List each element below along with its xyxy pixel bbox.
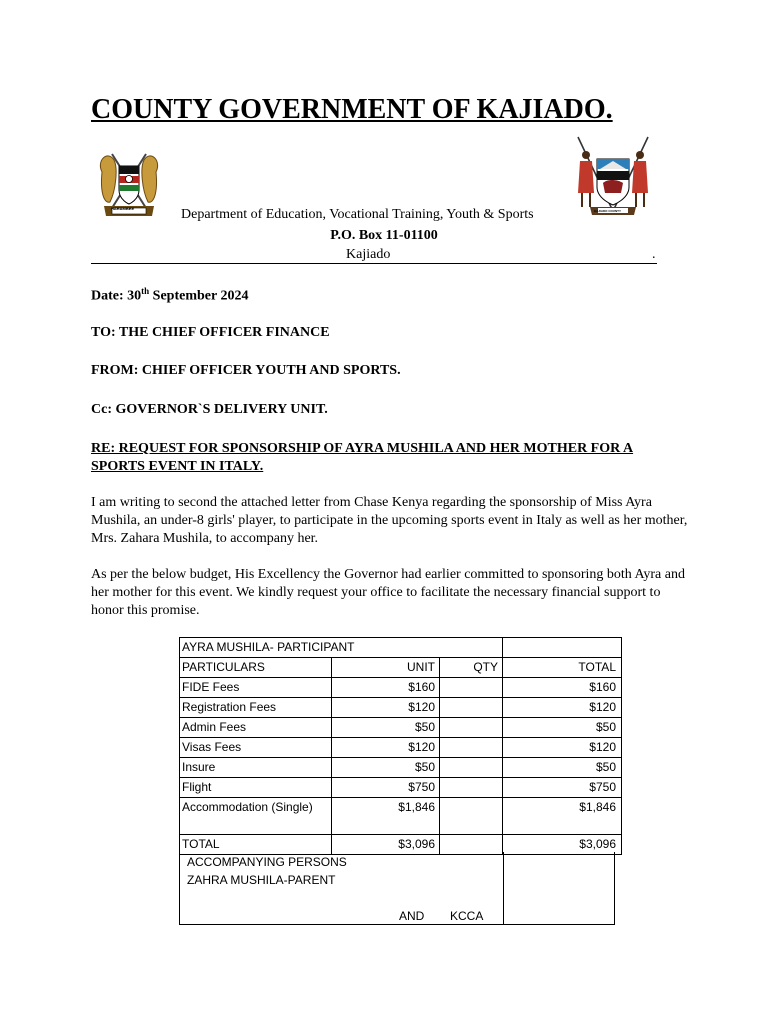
total-label: TOTAL [180, 835, 332, 855]
row-item: Accommodation (Single) [180, 798, 332, 835]
header-rule [91, 263, 657, 264]
row-qty [440, 718, 503, 738]
kajiado-county-emblem-icon [572, 133, 654, 219]
header-total: TOTAL [503, 658, 622, 678]
row-unit: $120 [332, 698, 440, 718]
total-unit: $3,096 [332, 835, 440, 855]
table-row [180, 738, 622, 758]
body-paragraph-1: I am writing to second the attached letter from Chase Kenya regarding the sponsorship of Miss Ayra Mushila, an under-8 girls' player, to participate in the upcoming sports event in Italy as well as her mother, Mrs. Zahara Mushila, to accompany her. [91, 495, 688, 546]
date-prefix: Date: 30 [91, 288, 142, 304]
city-trailing-dot: . [652, 247, 656, 262]
county-title: COUNTY GOVERNMENT OF KAJIADO. [91, 94, 613, 125]
left-emblem-motto: HARAMBEE [111, 206, 135, 211]
table-row [180, 718, 622, 738]
table-row [180, 678, 622, 698]
row-item: Admin Fees [180, 718, 332, 738]
row-qty [440, 678, 503, 698]
memo-date [91, 286, 248, 305]
row-total: $50 [503, 758, 622, 778]
table-row [180, 778, 622, 798]
total-amount: $3,096 [503, 835, 622, 855]
date-ordinal: th [141, 286, 150, 296]
footer-and: AND [399, 909, 425, 923]
row-item: FIDE Fees [180, 678, 332, 698]
table-caption: AYRA MUSHILA- PARTICIPANT [180, 638, 503, 658]
row-qty [440, 698, 503, 718]
row-total: $120 [503, 698, 622, 718]
table-row [180, 698, 622, 718]
city-name: Kajiado [346, 247, 391, 262]
accompanying-divider [503, 852, 504, 924]
body-paragraph-2: As per the below budget, His Excellency the Governor had earlier committed to sponsoring both Ayra and her mother for this event. We kindly request your office to facilitate the necessary financial support to honor this promise. [91, 567, 685, 618]
row-unit: $160 [332, 678, 440, 698]
row-total: $750 [503, 778, 622, 798]
memo-cc: Cc: GOVERNOR`S DELIVERY UNIT. [91, 402, 328, 417]
row-total: $160 [503, 678, 622, 698]
table-row [180, 798, 622, 835]
row-qty [440, 798, 503, 835]
row-qty [440, 738, 503, 758]
table-row [180, 758, 622, 778]
accompanying-name: ZAHRA MUSHILA-PARENT [187, 873, 336, 887]
row-unit: $750 [332, 778, 440, 798]
accompanying-section [179, 852, 615, 925]
footer-kcca: KCCA [450, 909, 484, 923]
memo-subject: RE: REQUEST FOR SPONSORSHIP OF AYRA MUSHILA AND HER MOTHER FOR A SPORTS EVENT IN ITALY. [91, 441, 634, 474]
memo-from: FROM: CHIEF OFFICER YOUTH AND SPORTS. [91, 363, 401, 378]
row-item: Insure [180, 758, 332, 778]
row-unit: $120 [332, 738, 440, 758]
po-box: P.O. Box 11-01100 [330, 228, 438, 243]
budget-table [179, 637, 622, 855]
table-caption-empty [503, 638, 622, 658]
header-unit: UNIT [332, 658, 440, 678]
header-particulars: PARTICULARS [180, 658, 332, 678]
memo-to: TO: THE CHIEF OFFICER FINANCE [91, 325, 330, 340]
row-item: Registration Fees [180, 698, 332, 718]
header-qty: QTY [440, 658, 503, 678]
row-unit: $50 [332, 758, 440, 778]
row-total: $120 [503, 738, 622, 758]
row-total: $50 [503, 718, 622, 738]
department-name: Department of Education, Vocational Training, Youth & Sports [181, 207, 534, 222]
table-caption-row [180, 638, 622, 658]
row-item: Visas Fees [180, 738, 332, 758]
row-unit: $50 [332, 718, 440, 738]
row-qty [440, 778, 503, 798]
right-emblem-motto: KAJIADO COUNTY [594, 209, 622, 213]
row-qty [440, 758, 503, 778]
table-header-row [180, 658, 622, 678]
row-unit: $1,846 [332, 798, 440, 835]
row-total: $1,846 [503, 798, 622, 835]
accompanying-title: ACCOMPANYING PERSONS [187, 855, 347, 869]
row-item: Flight [180, 778, 332, 798]
date-suffix: September 2024 [149, 288, 249, 304]
